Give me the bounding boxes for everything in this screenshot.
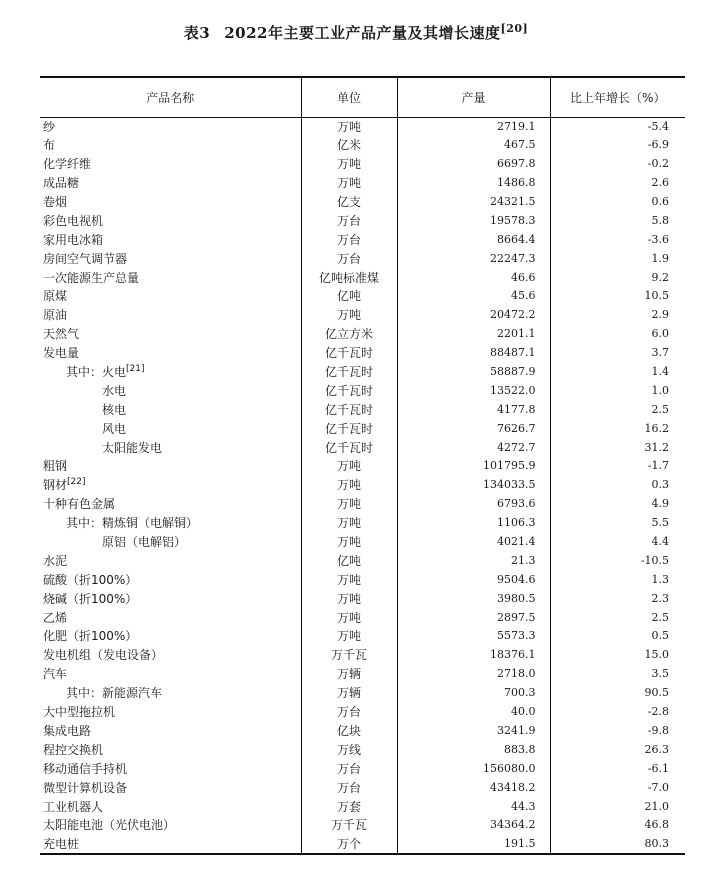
table-row	[40, 703, 685, 722]
table-row	[40, 268, 685, 287]
product-name-cell	[40, 249, 301, 268]
product-name: 化学纤维	[43, 157, 92, 172]
header-product-name: 产品名称	[40, 77, 301, 117]
product-name-cell	[40, 325, 301, 344]
table-row	[40, 665, 685, 684]
product-name: 微型计算机设备	[43, 780, 128, 795]
growth-cell: 2.5	[550, 400, 685, 419]
table-row	[40, 722, 685, 741]
table-title-text: 2022年主要工业产品产量及其增长速度	[224, 24, 501, 42]
output-cell: 6793.6	[397, 495, 550, 514]
output-cell: 43418.2	[397, 778, 550, 797]
table-row	[40, 457, 685, 476]
output-cell: 13522.0	[397, 381, 550, 400]
unit-cell: 万吨	[301, 457, 397, 476]
product-name: 移动通信手持机	[43, 761, 128, 776]
product-name: 大中型拖拉机	[43, 705, 116, 720]
product-name: 天然气	[43, 327, 80, 342]
product-name-cell	[40, 438, 301, 457]
product-name-cell	[40, 684, 301, 703]
output-cell: 8664.4	[397, 230, 550, 249]
unit-cell: 亿吨标准煤	[301, 268, 397, 287]
industrial-output-table	[40, 76, 685, 855]
unit-cell: 亿千瓦时	[301, 344, 397, 363]
growth-cell: -7.0	[550, 778, 685, 797]
growth-cell: 16.2	[550, 419, 685, 438]
product-name: 发电量	[43, 346, 80, 361]
table-row	[40, 476, 685, 495]
output-cell: 88487.1	[397, 344, 550, 363]
unit-cell: 万吨	[301, 514, 397, 533]
growth-cell: 80.3	[550, 835, 685, 854]
product-name: 化肥（折100%）	[43, 629, 138, 644]
unit-cell: 亿块	[301, 722, 397, 741]
product-name-cell	[40, 381, 301, 400]
output-cell: 2897.5	[397, 608, 550, 627]
product-name: 程控交换机	[43, 742, 104, 757]
product-name-cell	[40, 797, 301, 816]
growth-cell: 26.3	[550, 740, 685, 759]
growth-cell: -3.6	[550, 230, 685, 249]
output-cell: 7626.7	[397, 419, 550, 438]
product-name: 粗钢	[43, 459, 68, 474]
product-name-cell	[40, 703, 301, 722]
output-cell: 34364.2	[397, 816, 550, 835]
product-name-cell	[40, 495, 301, 514]
unit-cell: 亿千瓦时	[301, 400, 397, 419]
product-name: 钢材	[43, 478, 68, 493]
growth-cell: -9.8	[550, 722, 685, 741]
product-name-cell	[40, 287, 301, 306]
product-name: 家用电冰箱	[43, 232, 104, 247]
product-name: 水泥	[43, 553, 68, 568]
unit-cell: 万吨	[301, 533, 397, 552]
unit-cell: 亿千瓦时	[301, 381, 397, 400]
header-row	[40, 77, 685, 117]
product-name-cell	[40, 778, 301, 797]
product-name: 房间空气调节器	[43, 251, 128, 266]
output-cell: 2718.0	[397, 665, 550, 684]
product-name-cell	[40, 193, 301, 212]
product-name-cell	[40, 589, 301, 608]
output-cell: 101795.9	[397, 457, 550, 476]
growth-cell: 2.9	[550, 306, 685, 325]
output-cell: 700.3	[397, 684, 550, 703]
product-name-cell	[40, 400, 301, 419]
output-cell: 9504.6	[397, 570, 550, 589]
unit-cell: 万台	[301, 703, 397, 722]
output-cell: 18376.1	[397, 646, 550, 665]
table-row	[40, 627, 685, 646]
growth-cell: -1.7	[550, 457, 685, 476]
product-name: 其中：精炼铜（电解铜）	[66, 516, 199, 531]
product-name: 发电机组（发电设备）	[43, 648, 164, 663]
output-cell: 44.3	[397, 797, 550, 816]
table-title	[0, 22, 712, 43]
growth-cell: 5.5	[550, 514, 685, 533]
unit-cell: 亿支	[301, 193, 397, 212]
output-cell: 22247.3	[397, 249, 550, 268]
unit-cell: 万吨	[301, 117, 397, 136]
unit-cell: 万千瓦	[301, 816, 397, 835]
growth-cell: 0.6	[550, 193, 685, 212]
table-row	[40, 684, 685, 703]
output-cell: 4177.8	[397, 400, 550, 419]
header-output: 产量	[397, 77, 550, 117]
output-cell: 58887.9	[397, 363, 550, 382]
growth-cell: 1.0	[550, 381, 685, 400]
output-cell: 467.5	[397, 136, 550, 155]
growth-cell: 6.0	[550, 325, 685, 344]
growth-cell: 1.3	[550, 570, 685, 589]
product-name: 水电	[102, 383, 127, 398]
table-row	[40, 249, 685, 268]
output-cell: 4021.4	[397, 533, 550, 552]
output-cell: 5573.3	[397, 627, 550, 646]
table-row	[40, 325, 685, 344]
table-number: 表3	[183, 24, 211, 42]
table-row	[40, 155, 685, 174]
product-name-cell	[40, 155, 301, 174]
unit-cell: 万吨	[301, 155, 397, 174]
unit-cell: 亿千瓦时	[301, 363, 397, 382]
growth-cell: 3.5	[550, 665, 685, 684]
product-name: 太阳能发电	[102, 440, 163, 455]
footnote-ref: [22]	[67, 477, 86, 488]
unit-cell: 亿吨	[301, 551, 397, 570]
growth-cell: 21.0	[550, 797, 685, 816]
growth-cell: -6.9	[550, 136, 685, 155]
product-name-cell	[40, 740, 301, 759]
product-name-cell	[40, 514, 301, 533]
product-name: 其中：火电	[66, 365, 127, 380]
output-cell: 191.5	[397, 835, 550, 854]
product-name-cell	[40, 570, 301, 589]
growth-cell: 5.8	[550, 211, 685, 230]
unit-cell: 万辆	[301, 665, 397, 684]
table-row	[40, 381, 685, 400]
growth-cell: 0.5	[550, 627, 685, 646]
product-name-cell	[40, 117, 301, 136]
product-name-cell	[40, 419, 301, 438]
growth-cell: 1.4	[550, 363, 685, 382]
product-name: 集成电路	[43, 723, 92, 738]
unit-cell: 万千瓦	[301, 646, 397, 665]
table-row	[40, 495, 685, 514]
table-row	[40, 193, 685, 212]
table-row	[40, 211, 685, 230]
product-name: 原煤	[43, 289, 68, 304]
product-name: 乙烯	[43, 610, 68, 625]
growth-cell: 10.5	[550, 287, 685, 306]
product-name: 太阳能电池（光伏电池）	[43, 818, 176, 833]
growth-cell: 2.3	[550, 589, 685, 608]
unit-cell: 万套	[301, 797, 397, 816]
unit-cell: 万吨	[301, 174, 397, 193]
product-name-cell	[40, 174, 301, 193]
unit-cell: 万吨	[301, 495, 397, 514]
product-name-cell	[40, 665, 301, 684]
output-cell: 2719.1	[397, 117, 550, 136]
table-row	[40, 438, 685, 457]
growth-cell: 0.3	[550, 476, 685, 495]
unit-cell: 万台	[301, 778, 397, 797]
product-name-cell	[40, 816, 301, 835]
product-name-cell	[40, 722, 301, 741]
product-name: 烧碱（折100%）	[43, 591, 138, 606]
unit-cell: 亿立方米	[301, 325, 397, 344]
title-footnote: [20]	[500, 22, 529, 35]
growth-cell: 4.9	[550, 495, 685, 514]
unit-cell: 亿吨	[301, 287, 397, 306]
table-row	[40, 816, 685, 835]
product-name-cell	[40, 268, 301, 287]
product-name-cell	[40, 136, 301, 155]
header-unit: 单位	[301, 77, 397, 117]
product-name: 工业机器人	[43, 799, 104, 814]
product-name: 充电桩	[43, 836, 80, 851]
footnote-ref: [21]	[126, 364, 145, 375]
unit-cell: 亿米	[301, 136, 397, 155]
output-cell: 2201.1	[397, 325, 550, 344]
unit-cell: 万台	[301, 211, 397, 230]
table-row	[40, 117, 685, 136]
growth-cell: 2.6	[550, 174, 685, 193]
table-row	[40, 306, 685, 325]
growth-cell: -2.8	[550, 703, 685, 722]
table-row	[40, 363, 685, 382]
output-cell: 4272.7	[397, 438, 550, 457]
product-name-cell	[40, 608, 301, 627]
unit-cell: 万个	[301, 835, 397, 854]
table-row	[40, 174, 685, 193]
output-cell: 46.6	[397, 268, 550, 287]
product-name-cell	[40, 627, 301, 646]
product-name-cell	[40, 759, 301, 778]
product-name: 其中：新能源汽车	[66, 686, 163, 701]
table-row	[40, 759, 685, 778]
table-row	[40, 533, 685, 552]
product-name: 硫酸（折100%）	[43, 572, 138, 587]
table-row	[40, 589, 685, 608]
table-row	[40, 797, 685, 816]
growth-cell: -10.5	[550, 551, 685, 570]
unit-cell: 万台	[301, 230, 397, 249]
table-body	[40, 117, 685, 854]
output-cell: 45.6	[397, 287, 550, 306]
product-name: 卷烟	[43, 195, 68, 209]
growth-cell: 2.5	[550, 608, 685, 627]
product-name: 汽车	[43, 667, 68, 682]
product-name-cell	[40, 646, 301, 665]
output-cell: 1106.3	[397, 514, 550, 533]
header-growth: 比上年增长（%）	[550, 77, 685, 117]
output-cell: 134033.5	[397, 476, 550, 495]
table-row	[40, 419, 685, 438]
growth-cell: -6.1	[550, 759, 685, 778]
unit-cell: 万吨	[301, 589, 397, 608]
product-name-cell	[40, 835, 301, 854]
unit-cell: 万吨	[301, 627, 397, 646]
table-row	[40, 287, 685, 306]
product-name-cell	[40, 230, 301, 249]
growth-cell: 3.7	[550, 344, 685, 363]
product-name: 核电	[102, 402, 127, 417]
product-name: 十种有色金属	[43, 497, 116, 512]
table-row	[40, 514, 685, 533]
output-cell: 156080.0	[397, 759, 550, 778]
table-row	[40, 344, 685, 363]
product-name-cell	[40, 211, 301, 230]
product-name-cell	[40, 457, 301, 476]
output-cell: 40.0	[397, 703, 550, 722]
unit-cell: 万吨	[301, 608, 397, 627]
unit-cell: 亿千瓦时	[301, 419, 397, 438]
unit-cell: 万吨	[301, 306, 397, 325]
product-name: 彩色电视机	[43, 213, 104, 228]
unit-cell: 万台	[301, 249, 397, 268]
unit-cell: 亿千瓦时	[301, 438, 397, 457]
product-name-cell	[40, 551, 301, 570]
table-row	[40, 646, 685, 665]
table-row	[40, 551, 685, 570]
product-name: 成品糖	[43, 176, 80, 191]
growth-cell: 4.4	[550, 533, 685, 552]
growth-cell: 15.0	[550, 646, 685, 665]
output-cell: 20472.2	[397, 306, 550, 325]
unit-cell: 万吨	[301, 476, 397, 495]
growth-cell: 90.5	[550, 684, 685, 703]
growth-cell: 31.2	[550, 438, 685, 457]
product-name-cell	[40, 476, 301, 495]
table-row	[40, 740, 685, 759]
output-cell: 1486.8	[397, 174, 550, 193]
output-cell: 21.3	[397, 551, 550, 570]
growth-cell: -0.2	[550, 155, 685, 174]
product-name: 布	[43, 138, 56, 153]
product-name: 原油	[43, 308, 68, 323]
output-cell: 3980.5	[397, 589, 550, 608]
product-name-cell	[40, 533, 301, 552]
product-name: 纱	[43, 119, 56, 134]
growth-cell: 9.2	[550, 268, 685, 287]
product-name-cell	[40, 306, 301, 325]
unit-cell: 万辆	[301, 684, 397, 703]
unit-cell: 万台	[301, 759, 397, 778]
product-name: 风电	[102, 421, 127, 436]
product-name-cell	[40, 344, 301, 363]
table-row	[40, 570, 685, 589]
table-row	[40, 230, 685, 249]
output-cell: 19578.3	[397, 211, 550, 230]
table-row	[40, 400, 685, 419]
output-cell: 6697.8	[397, 155, 550, 174]
growth-cell: -5.4	[550, 117, 685, 136]
output-cell: 883.8	[397, 740, 550, 759]
product-name: 一次能源生产总量	[43, 270, 140, 285]
product-name: 原铝（电解铝）	[102, 535, 187, 550]
output-cell: 24321.5	[397, 193, 550, 212]
unit-cell: 万吨	[301, 570, 397, 589]
unit-cell: 万线	[301, 740, 397, 759]
table-row	[40, 835, 685, 854]
growth-cell: 46.8	[550, 816, 685, 835]
output-cell: 3241.9	[397, 722, 550, 741]
product-name-cell	[40, 363, 301, 382]
table-row	[40, 608, 685, 627]
table-row	[40, 778, 685, 797]
table-row	[40, 136, 685, 155]
growth-cell: 1.9	[550, 249, 685, 268]
